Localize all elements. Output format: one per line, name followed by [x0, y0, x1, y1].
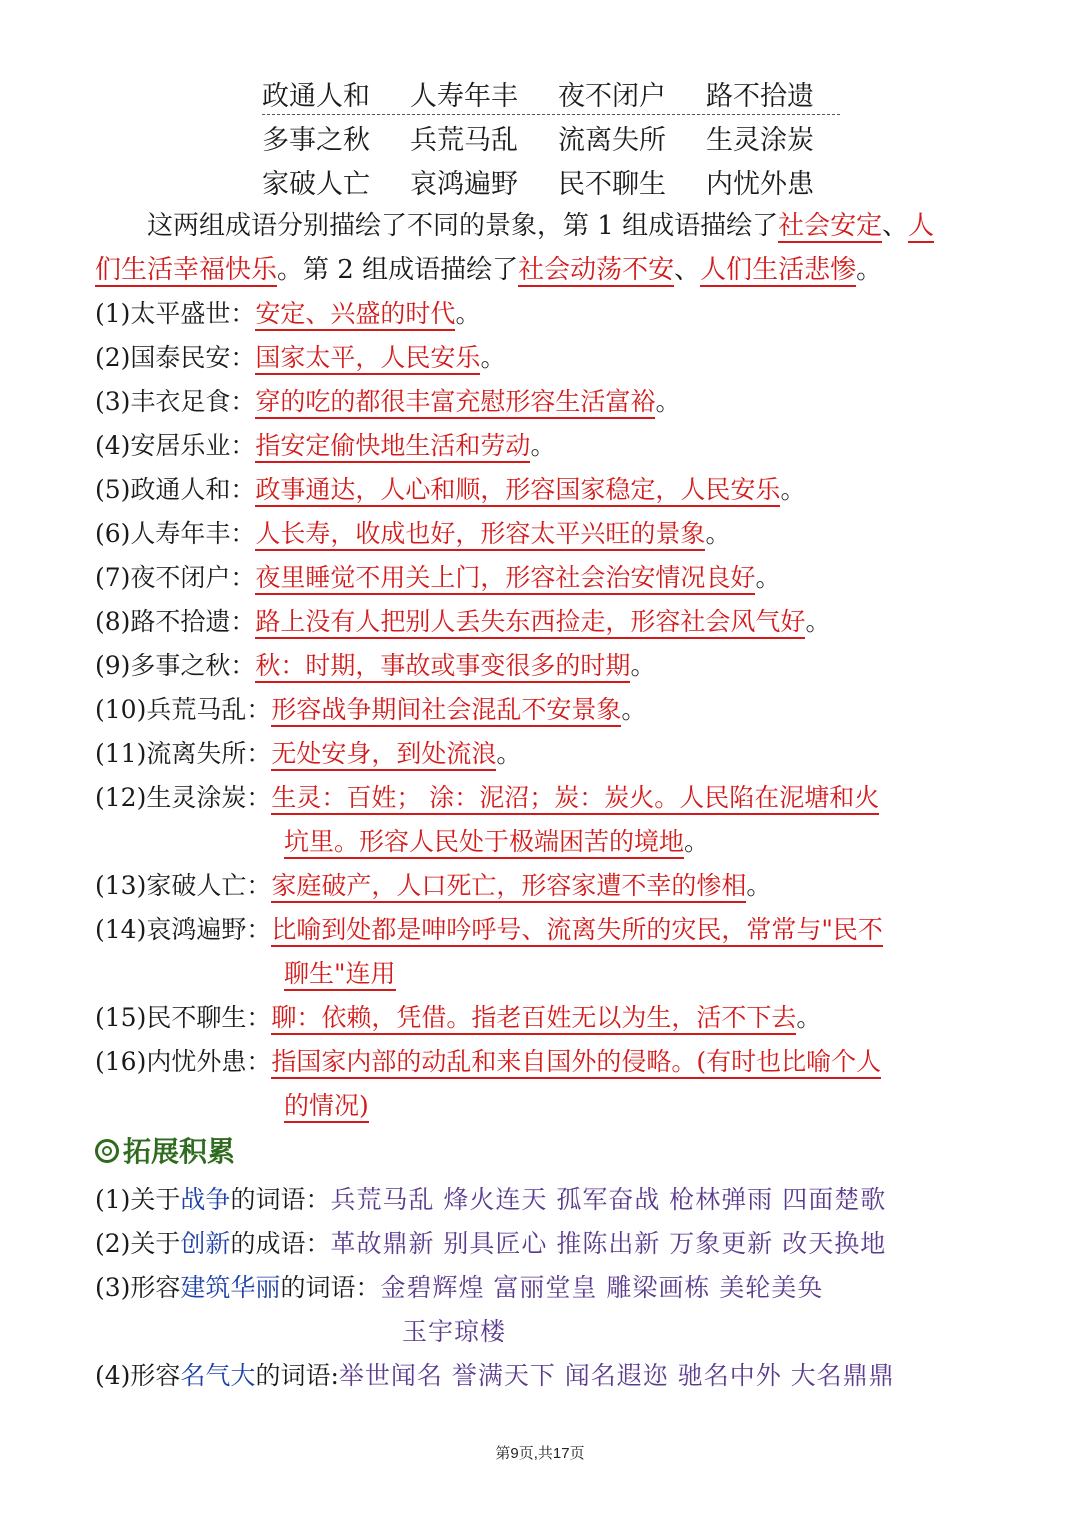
definition-continuation — [284, 820, 709, 864]
intro-line-1 — [95, 204, 995, 248]
idiom-cell: 人寿年丰 — [410, 81, 518, 112]
extension-item — [95, 1354, 895, 1398]
extension-prefix: (4)形容 — [95, 1361, 181, 1390]
definition-label: (12)生灵涂炭： — [95, 783, 272, 812]
definition-label: (8)路不拾遗： — [95, 607, 256, 636]
punctuation: 。 — [530, 431, 556, 460]
definition-label: (7)夜不闭户： — [95, 563, 256, 592]
idiom-cell: 民不聊生 — [558, 169, 666, 200]
extension-words: 革故鼎新 别具匠心 推陈出新 万象更新 改天换地 — [330, 1229, 887, 1258]
extension-suffix: 的词语： — [280, 1273, 381, 1302]
extension-words: 兵荒马乱 烽火连天 孤军奋战 枪林弹雨 四面楚歌 — [330, 1185, 887, 1214]
definition-item — [95, 732, 521, 776]
extension-keyword: 创新 — [180, 1229, 231, 1258]
punctuation: 。 — [480, 343, 506, 372]
extension-item — [95, 1222, 886, 1266]
punctuation: 。 — [796, 1003, 822, 1032]
definition-label: (16)内忧外患： — [95, 1047, 272, 1076]
extension-prefix: (3)形容 — [95, 1273, 181, 1302]
definition-item — [95, 688, 646, 732]
definition-label: (11)流离失所： — [95, 739, 272, 768]
definition-label: (9)多事之秋： — [95, 651, 256, 680]
definition-item — [95, 424, 555, 468]
definition-item — [95, 336, 505, 380]
idiom-row-3 — [262, 162, 842, 202]
definition-item — [95, 600, 830, 644]
intro-text: 。 — [856, 255, 883, 285]
definition-label: (14)哀鸿遍野： — [95, 915, 272, 944]
extension-words: 举世闻名 誉满天下 闻名遐迩 驰名中外 大名鼎鼎 — [338, 1361, 895, 1390]
extension-suffix: 的词语： — [230, 1185, 331, 1214]
definition-label: (4)安居乐业： — [95, 431, 256, 460]
section-title: 拓展积累 — [123, 1135, 236, 1168]
extension-words: 玉宇琼楼 — [402, 1317, 507, 1346]
extension-suffix: 的成语： — [230, 1229, 331, 1258]
definition-label: (13)家破人亡： — [95, 871, 272, 900]
definition-label: (5)政通人和： — [95, 475, 256, 504]
definition-item — [95, 776, 879, 820]
intro-line-2 — [95, 248, 995, 292]
idiom-cell: 流离失所 — [558, 125, 666, 156]
definition-item — [95, 556, 780, 600]
idiom-cell: 哀鸿遍野 — [410, 169, 518, 200]
extension-item — [95, 1178, 886, 1222]
intro-text: 、 — [674, 255, 701, 285]
definition-answer: 家庭破产，人口死亡，形容家遭不幸的惨相 — [271, 871, 746, 903]
definition-label: (6)人寿年丰： — [95, 519, 256, 548]
idiom-row-2 — [262, 118, 842, 158]
definition-answer: 人长寿，收成也好，形容太平兴旺的景象 — [255, 519, 705, 551]
definition-answer: 的情况) — [284, 1091, 369, 1123]
answer-blank: 人们生活悲惨 — [700, 255, 857, 285]
definition-item — [95, 644, 655, 688]
section-heading — [95, 1130, 235, 1170]
page-number: 第9页,共17页 — [495, 1445, 585, 1462]
idiom-cell: 兵荒马乱 — [410, 125, 518, 156]
definition-continuation — [284, 1084, 369, 1128]
definition-continuation — [284, 952, 396, 996]
definition-answer: 无处安身，到处流浪 — [271, 739, 496, 771]
idiom-cell: 政通人和 — [262, 81, 370, 112]
definition-item — [95, 292, 480, 336]
intro-text: 这两组成语分别描绘了不同的景象，第 1 组成语描绘了 — [147, 211, 779, 241]
extension-prefix: (1)关于 — [95, 1185, 181, 1214]
punctuation: 。 — [655, 387, 681, 416]
answer-blank: 们生活幸福快乐 — [95, 255, 278, 285]
definition-item — [95, 468, 805, 512]
group-divider — [262, 114, 840, 115]
punctuation: 。 — [705, 519, 731, 548]
definition-answer: 比喻到处都是呻吟呼号、流离失所的灾民，常常与"民不 — [271, 915, 883, 947]
definition-label: (10)兵荒马乱： — [95, 695, 272, 724]
idiom-cell: 路不拾遗 — [706, 81, 814, 112]
answer-blank: 社会动荡不安 — [518, 255, 675, 285]
definition-answer: 秋：时期，事故或事变很多的时期 — [255, 651, 630, 683]
punctuation: 。 — [455, 299, 481, 328]
definition-answer: 坑里。形容人民处于极端困苦的境地 — [284, 827, 684, 859]
definition-item — [95, 908, 883, 952]
punctuation: 。 — [684, 827, 710, 856]
idiom-cell: 家破人亡 — [262, 169, 370, 200]
definition-answer: 形容战争期间社会混乱不安景象 — [271, 695, 621, 727]
idiom-cell: 生灵涂炭 — [706, 125, 814, 156]
extension-prefix: (2)关于 — [95, 1229, 181, 1258]
idiom-cell: 多事之秋 — [262, 125, 370, 156]
definition-item — [95, 512, 730, 556]
definition-label: (1)太平盛世： — [95, 299, 256, 328]
definition-answer: 指安定偷快地生活和劳动 — [255, 431, 530, 463]
intro-text: 、 — [882, 211, 909, 241]
definition-answer: 穿的吃的都很丰富充慰形容生活富裕 — [255, 387, 655, 419]
extension-continuation — [402, 1310, 506, 1354]
idiom-cell: 内忧外患 — [706, 169, 814, 200]
definition-answer: 国家太平，人民安乐 — [255, 343, 480, 375]
definition-label: (2)国泰民安： — [95, 343, 256, 372]
extension-keyword: 战争 — [180, 1185, 231, 1214]
definition-answer: 生灵：百姓； 涂：泥沼；炭：炭火。人民陷在泥塘和火 — [271, 783, 879, 815]
definition-answer: 聊生"连用 — [284, 959, 396, 991]
intro-paragraph — [95, 204, 995, 292]
punctuation: 。 — [746, 871, 772, 900]
definition-label: (15)民不聊生： — [95, 1003, 272, 1032]
punctuation: 。 — [496, 739, 522, 768]
definition-answer: 聊：依赖，凭借。指老百姓无以为生，活不下去 — [271, 1003, 796, 1035]
definition-answer: 路上没有人把别人丢失东西捡走，形容社会风气好 — [255, 607, 805, 639]
definition-label: (3)丰衣足食： — [95, 387, 256, 416]
extension-suffix: 的词语: — [255, 1361, 339, 1390]
punctuation: 。 — [621, 695, 647, 724]
extension-item — [95, 1266, 823, 1310]
definition-item — [95, 380, 680, 424]
extension-keyword: 建筑华丽 — [180, 1273, 281, 1302]
definition-item — [95, 1040, 881, 1084]
definition-answer: 指国家内部的动乱和来自国外的侵略。(有时也比喻个人 — [271, 1047, 881, 1079]
definition-item — [95, 996, 821, 1040]
extension-words: 金碧辉煌 富丽堂皇 雕梁画栋 美轮美奂 — [380, 1273, 824, 1302]
extension-keyword: 名气大 — [180, 1361, 256, 1390]
definition-answer: 安定、兴盛的时代 — [255, 299, 455, 331]
answer-blank: 人 — [908, 211, 935, 241]
idiom-row-1 — [262, 74, 842, 114]
punctuation: 。 — [630, 651, 656, 680]
double-circle-icon — [95, 1139, 119, 1163]
answer-blank: 社会安定 — [778, 211, 883, 241]
definition-item — [95, 864, 771, 908]
intro-text: 。第 2 组成语描绘了 — [277, 255, 519, 285]
punctuation: 。 — [780, 475, 806, 504]
punctuation: 。 — [805, 607, 831, 636]
punctuation: 。 — [755, 563, 781, 592]
idiom-cell: 夜不闭户 — [558, 81, 666, 112]
definition-answer: 夜里睡觉不用关上门，形容社会治安情况良好 — [255, 563, 755, 595]
definition-answer: 政事通达，人心和顺，形容国家稳定，人民安乐 — [255, 475, 780, 507]
